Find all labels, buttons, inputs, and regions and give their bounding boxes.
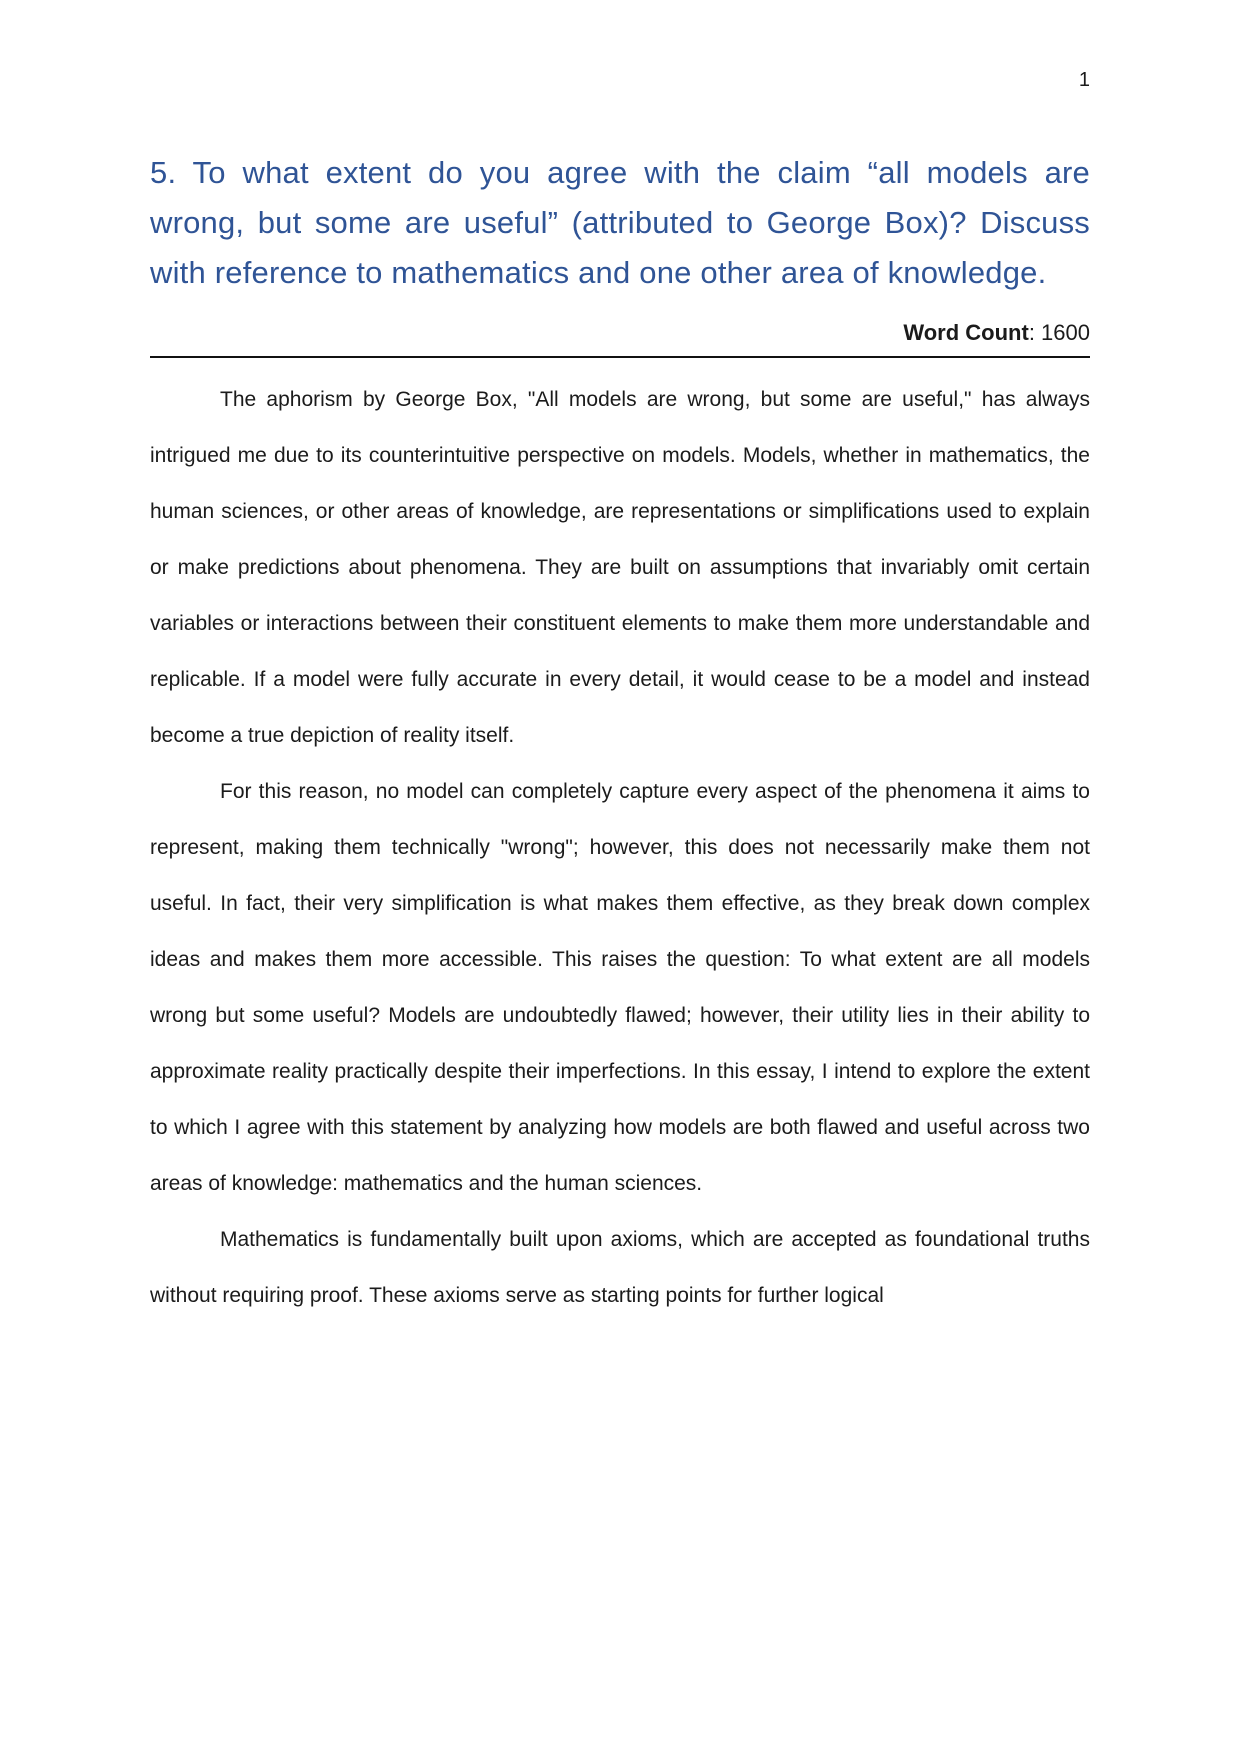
page-number: 1	[1078, 69, 1090, 91]
body-paragraph: The aphorism by George Box, "All models are wrong, but some are useful," has always intrigued me due to its counterintuitive perspective on models. Models, whether in mathematics, the human sciences, or other areas of knowledge, are representations or simplifications used to explain or make predictions about phenomena. They are built on assumptions that invariably omit certain variables or interactions between their constituent elements to make them more understandable and replicable. If a model were fully accurate in every detail, it would cease to be a model and instead become a true depiction of reality itself.	[150, 388, 1090, 747]
body-paragraph: Mathematics is fundamentally built upon axioms, which are accepted as foundational truths without requiring proof. These axioms serve as starting points for further logical	[150, 1228, 1090, 1307]
word-count-line	[150, 320, 1090, 358]
word-count-value: : 1600	[1028, 320, 1090, 345]
body-paragraph: For this reason, no model can completely capture every aspect of the phenomena it aims to represent, making them technically "wrong"; however, this does not necessarily make them not useful. In fact, their very simplification is what makes them effective, as they break down complex ideas and makes them more accessible. This raises the question: To what extent are all models wrong but some useful? Models are undoubtedly flawed; however, their utility lies in their ability to approximate reality practically despite their imperfections. In this essay, I intend to explore the extent to which I agree with this statement by analyzing how models are both flawed and useful across two areas of knowledge: mathematics and the human sciences.	[150, 780, 1090, 1195]
word-count-label: Word Count	[903, 320, 1029, 345]
essay-title: 5. To what extent do you agree with the claim “all models are wrong, but some are useful” (attributed to George Box)? Discuss with reference to mathematics and one other area of knowledge.	[150, 155, 1090, 290]
essay-body	[150, 372, 1090, 1324]
